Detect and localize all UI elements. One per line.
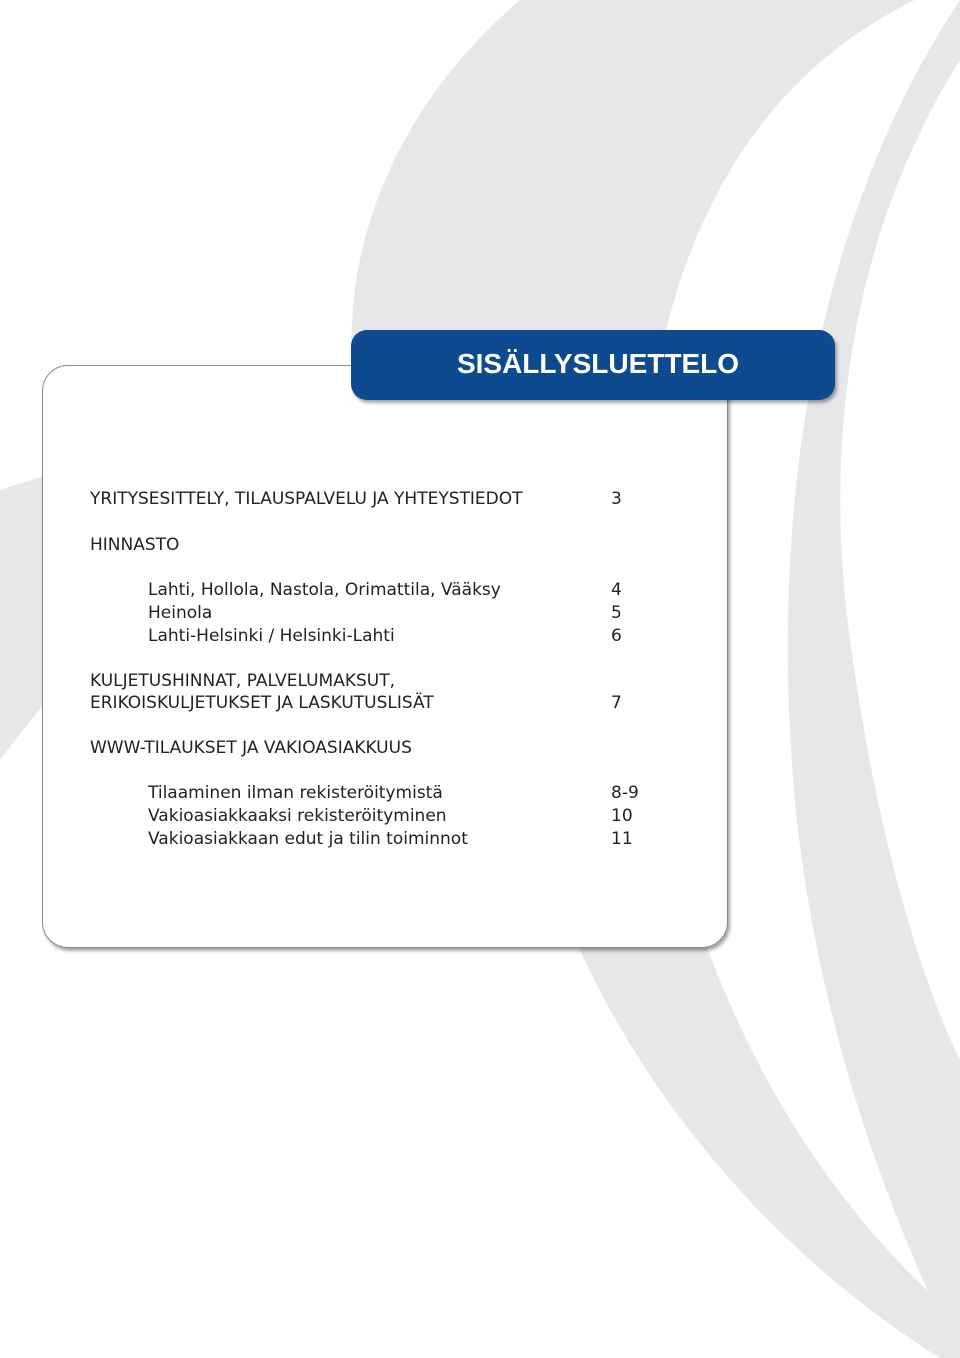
toc-entry bbox=[43, 669, 729, 693]
toc-entry-label: YRITYSESITTELY, TILAUSPALVELU JA YHTEYSTIEDOT bbox=[90, 489, 523, 509]
toc-entry-label: ERIKOISKULJETUKSET JA LASKUTUSLISÄT bbox=[90, 693, 434, 713]
toc-entry bbox=[43, 804, 729, 828]
page-title: SISÄLLYSLUETTELO bbox=[456, 348, 740, 379]
toc-entry bbox=[43, 827, 729, 851]
toc-card bbox=[42, 365, 728, 948]
toc-entry bbox=[43, 601, 729, 625]
toc-entry-page: 10 bbox=[611, 806, 633, 826]
toc-entry-label: Heinola bbox=[148, 603, 213, 623]
toc-entry bbox=[43, 781, 729, 805]
toc-entry-label: KULJETUSHINNAT, PALVELUMAKSUT, bbox=[90, 671, 396, 691]
toc-entry-page: 3 bbox=[611, 489, 622, 509]
toc-entry-page: 5 bbox=[611, 603, 622, 623]
toc-entry bbox=[43, 578, 729, 602]
toc-entry-page: 11 bbox=[611, 829, 633, 849]
toc-entry-page: 8-9 bbox=[611, 783, 639, 803]
toc-entry-page: 6 bbox=[611, 626, 622, 646]
toc-entry bbox=[43, 736, 729, 760]
toc-entry-page: 4 bbox=[611, 580, 622, 600]
toc-entry-page: 7 bbox=[611, 693, 622, 713]
toc-entry-label: HINNASTO bbox=[90, 535, 180, 555]
toc-entry-label: Vakioasiakkaan edut ja tilin toiminnot bbox=[148, 829, 468, 849]
toc-entry bbox=[43, 624, 729, 648]
toc-entry bbox=[43, 533, 729, 557]
toc-entry-label: Vakioasiakkaaksi rekisteröityminen bbox=[148, 806, 447, 826]
toc-entry-label: Lahti-Helsinki / Helsinki-Lahti bbox=[148, 626, 395, 646]
toc-entry-label: Tilaaminen ilman rekisteröitymistä bbox=[148, 783, 443, 803]
toc-entry bbox=[43, 691, 729, 715]
toc-entry bbox=[43, 487, 729, 511]
title-banner bbox=[351, 330, 835, 400]
toc-entry-label: Lahti, Hollola, Nastola, Orimattila, Vääksy bbox=[148, 580, 501, 600]
swoosh-right-arc bbox=[788, 0, 960, 1358]
toc-entry-label: WWW-TILAUKSET JA VAKIOASIAKKUUS bbox=[90, 738, 412, 758]
